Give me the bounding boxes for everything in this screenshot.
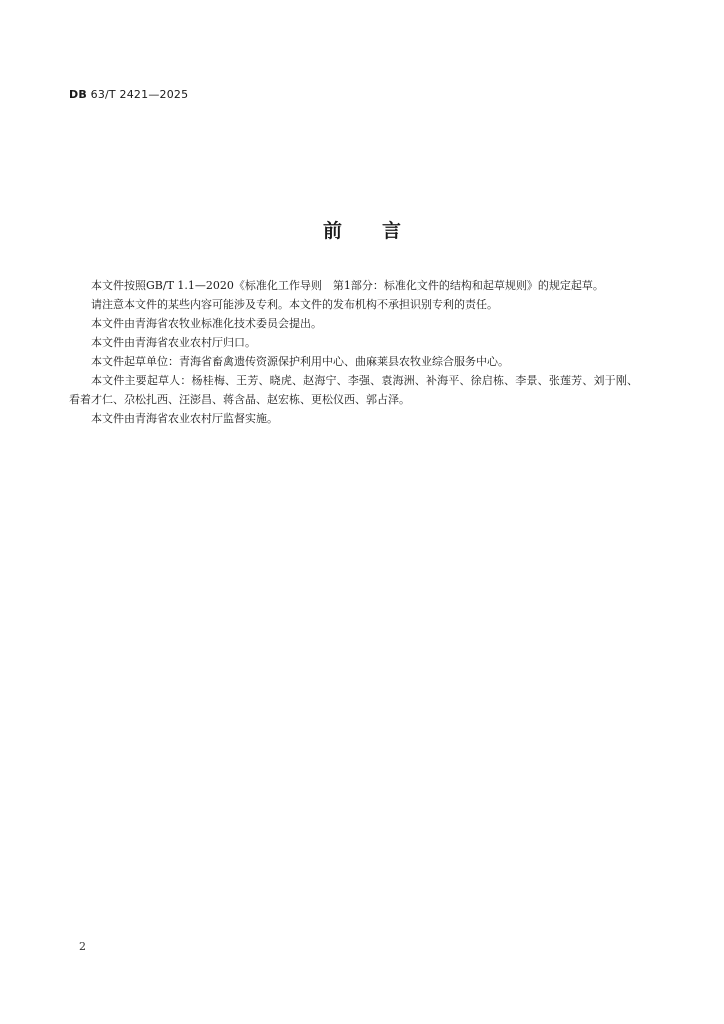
paragraph-drafting-basis: 本文件按照GB/T 1.1—2020《标准化工作导则 第1部分：标准化文件的结构和起草规则》的规定起草。 <box>91 279 604 292</box>
standard-code-number: 63/T 2421—2025 <box>86 88 189 101</box>
page-number: 2 <box>79 940 86 953</box>
paragraph-centralized-by: 本文件由青海省农业农村厅归口。 <box>91 336 256 349</box>
paragraph-proposer: 本文件由青海省农牧业标准化技术委员会提出。 <box>91 317 322 330</box>
paragraph-patent-notice: 请注意本文件的某些内容可能涉及专利。本文件的发布机构不承担识别专利的责任。 <box>91 298 498 311</box>
standard-code <box>69 88 188 101</box>
paragraph-drafting-units: 本文件起草单位：青海省畜禽遗传资源保护利用中心、曲麻莱县农牧业综合服务中心。 <box>91 355 509 368</box>
paragraph-main-drafters: 本文件主要起草人：杨桂梅、王芳、晓虎、赵海宁、李强、袁海洲、补海平、徐启栋、李景、张莲芳、刘于刚、看着才仁、尕松扎西、汪澎昌、蒋含晶、赵宏栋、更松仪西、郭占泽。 <box>69 374 638 406</box>
page-title: 前言 <box>322 220 441 242</box>
foreword-body <box>69 276 638 428</box>
paragraph-supervision: 本文件由青海省农业农村厅监督实施。 <box>91 412 278 425</box>
standard-code-prefix: DB <box>69 88 87 101</box>
